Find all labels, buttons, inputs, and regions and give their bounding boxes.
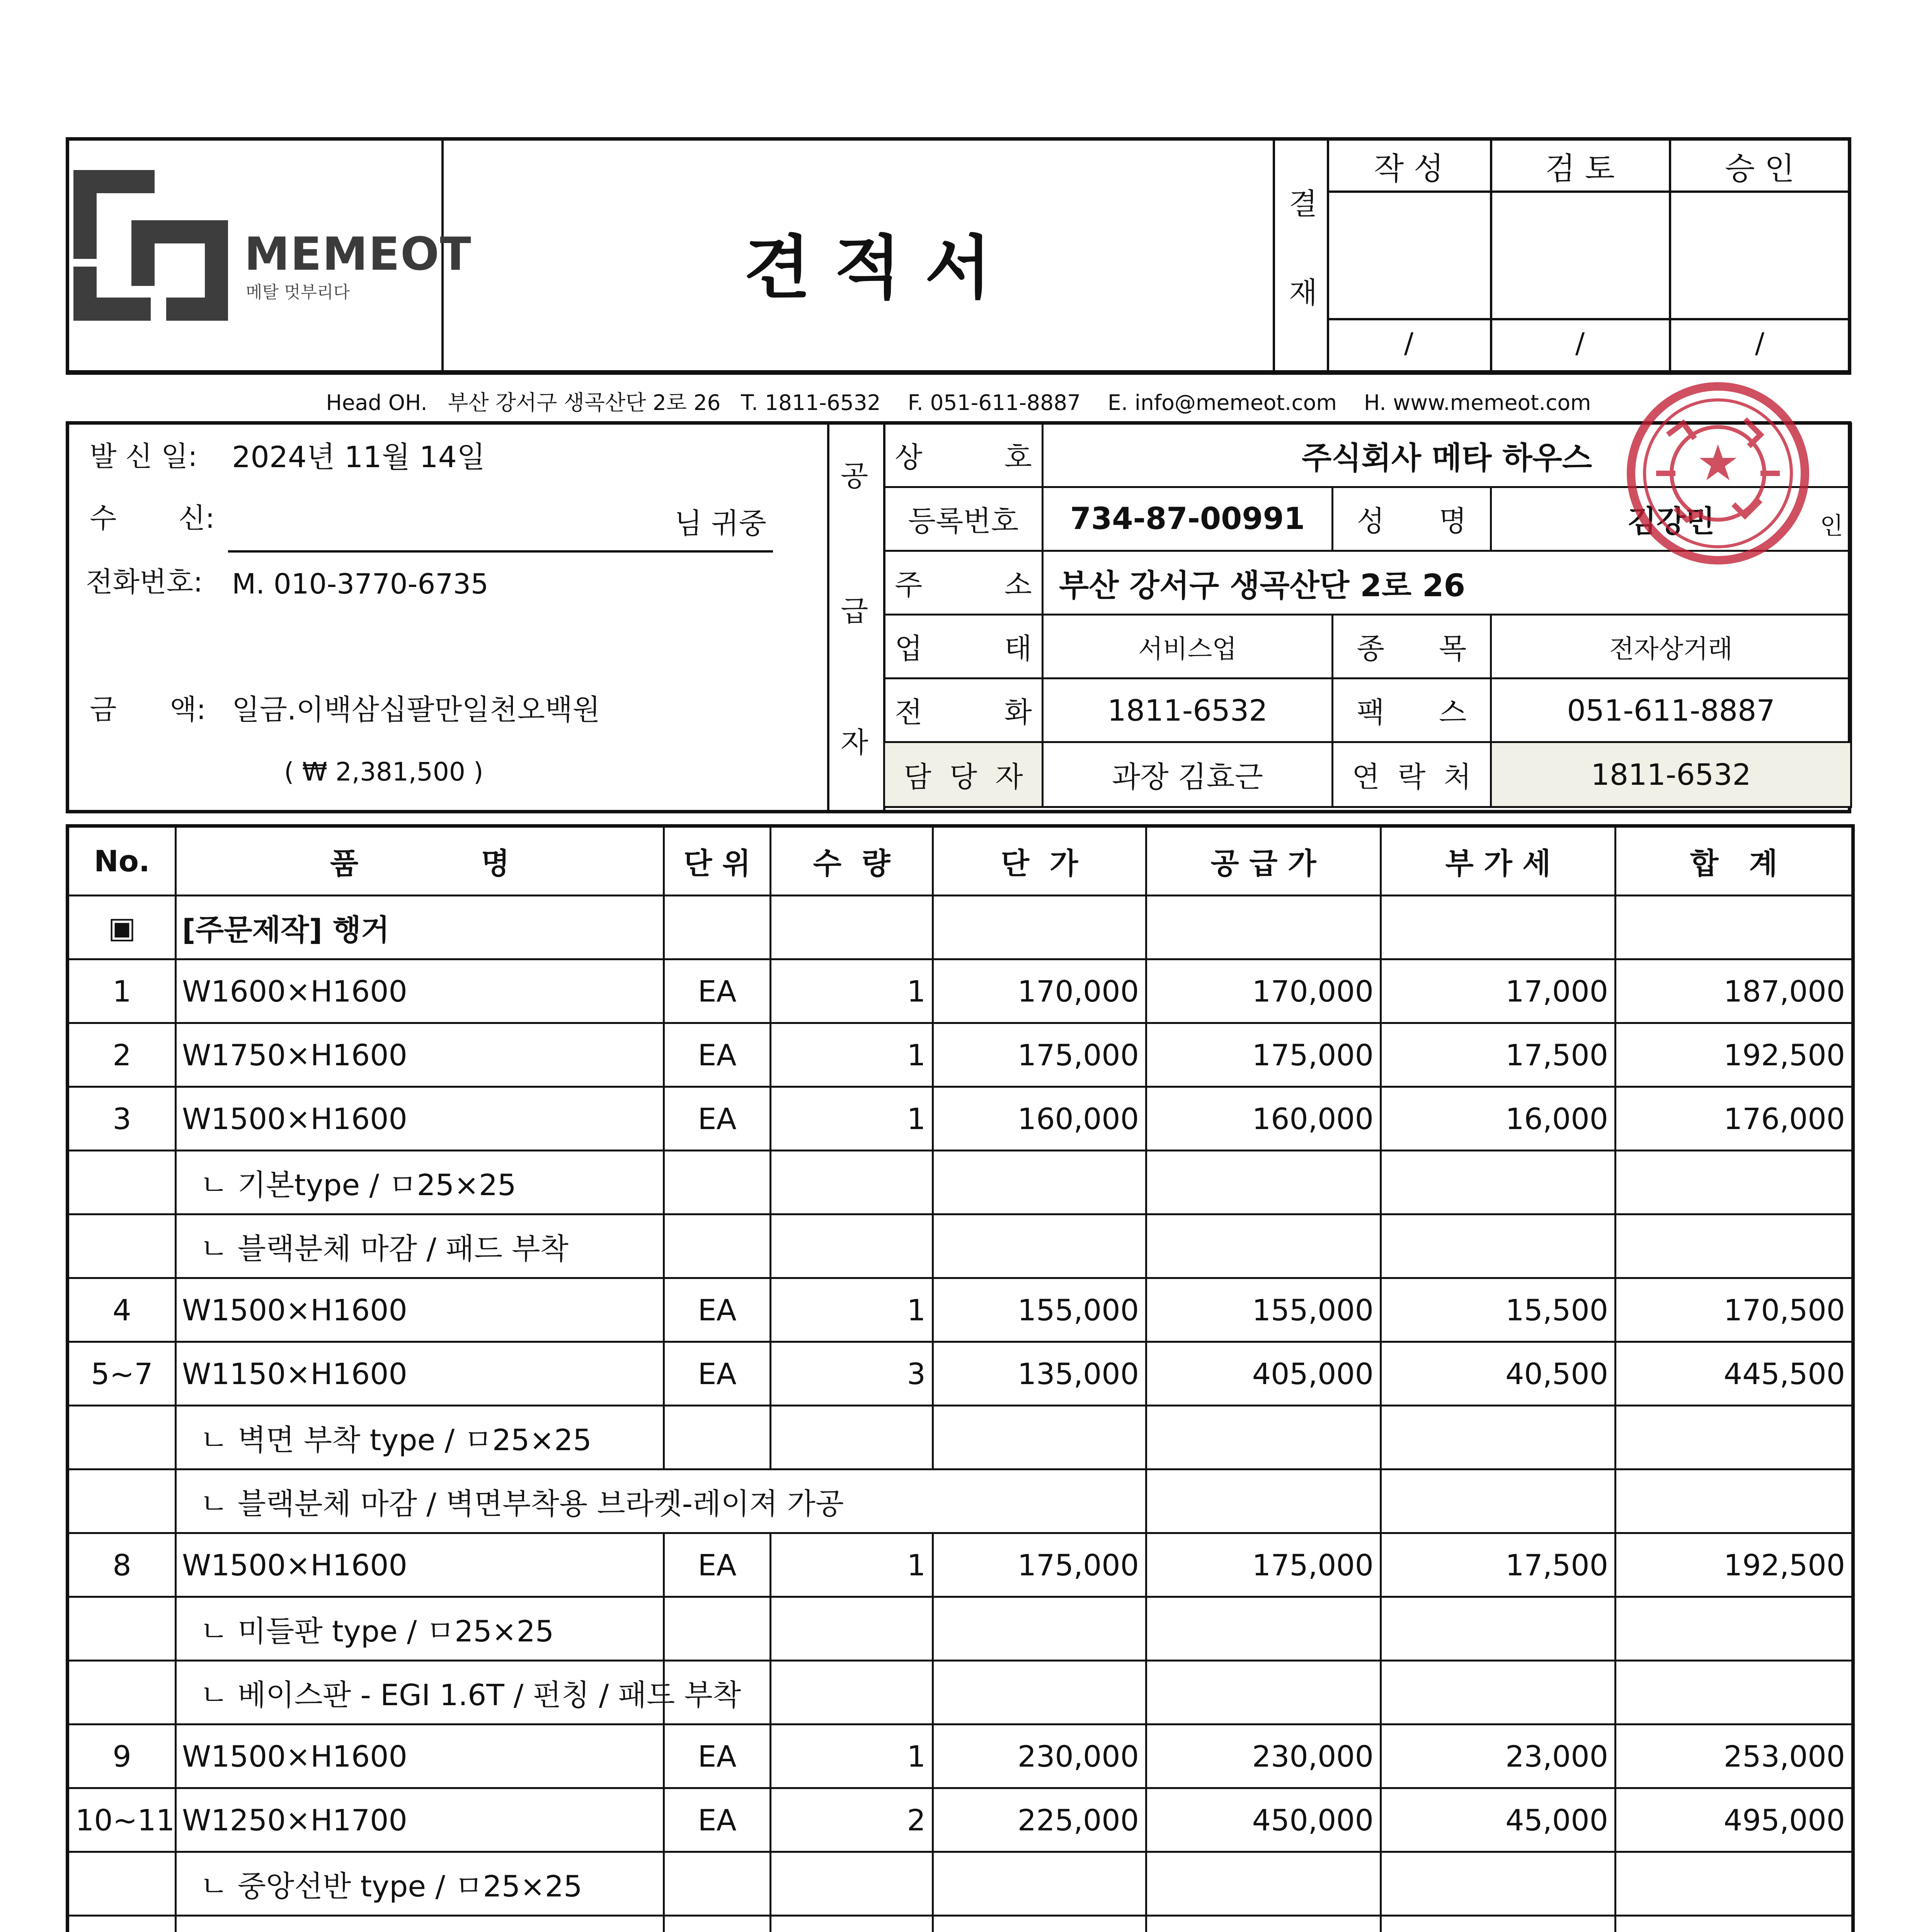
phone-label: 전화번호:: [86, 566, 203, 598]
empty-cell: [1616, 1852, 1853, 1916]
item-qty: 2: [771, 1788, 933, 1852]
supplier-name-label: 상 호: [884, 423, 1043, 487]
empty-cell: [1381, 1151, 1616, 1214]
item-total: 187,000: [1616, 959, 1853, 1023]
supplier-business-label: 업 태: [884, 615, 1043, 679]
item-note: ㄴ 기본type / ㅁ25×25: [176, 1151, 664, 1214]
item-name: W1150×H1600: [176, 1342, 664, 1406]
supplier-contact: 1811-6532: [1491, 742, 1851, 807]
item-price: 175,000: [933, 1023, 1146, 1087]
company-contact-line: Head OH. 부산 강서구 생곡산단 2로 26 T. 1811-6532 F. 051-611-8887 E. info@memeot.com H. www.memeot.com: [326, 390, 1591, 415]
empty-cell: [1146, 1852, 1381, 1916]
empty-cell: [1381, 1852, 1616, 1916]
empty-cell: [664, 1406, 771, 1469]
empty-cell: [1381, 1661, 1616, 1725]
empty-cell: [1381, 1406, 1616, 1469]
item-total: 192,500: [1616, 1533, 1853, 1597]
empty-cell: [1616, 1469, 1853, 1533]
approval-col-approve: 승 인: [1725, 151, 1794, 187]
supplier-manager: 과장 김효근: [1043, 742, 1333, 807]
item-price: 230,000: [933, 1725, 1146, 1788]
approval-date-review: /: [1575, 327, 1585, 359]
supplier-ceo-name: 김강민: [1627, 504, 1715, 539]
item-note: [176, 1916, 664, 1932]
item-no: 1: [68, 959, 176, 1023]
item-total: 170,500: [1616, 1278, 1853, 1342]
item-total: 253,000: [1616, 1725, 1853, 1788]
honorific: 님 귀중: [674, 507, 766, 540]
col-header-supply: 공 급 가: [1146, 826, 1381, 896]
item-note-row: [68, 1406, 1853, 1469]
item-name: W1750×H1600: [176, 1023, 664, 1087]
item-no: 10~11: [68, 1788, 176, 1852]
supplier-fax: 051-611-8887: [1491, 679, 1851, 742]
item-price: 175,000: [933, 1533, 1146, 1597]
item-price: 170,000: [933, 959, 1146, 1023]
supplier-ceo-label: 성 명: [1333, 487, 1491, 551]
item-price: 155,000: [933, 1278, 1146, 1342]
item-vat: 23,000: [1381, 1725, 1616, 1788]
supplier-item: 전자상거래: [1491, 615, 1851, 679]
item-unit: EA: [664, 1023, 771, 1087]
empty-cell: [1146, 1597, 1381, 1661]
seal-mark-label: 인: [1820, 512, 1844, 540]
approval-side-label-2: 재: [1289, 276, 1318, 310]
empty-cell: [933, 1151, 1146, 1214]
item-supply: 175,000: [1146, 1023, 1381, 1087]
item-note-row: [68, 1916, 1853, 1932]
supplier-item-label: 종 목: [1333, 615, 1491, 679]
item-total: 495,000: [1616, 1788, 1853, 1852]
item-total: 176,000: [1616, 1087, 1853, 1151]
col-header-no: No.: [68, 826, 176, 896]
send-date: 2024년 11월 14일: [232, 440, 485, 474]
approval-date-approve: /: [1755, 327, 1765, 359]
item-row: [68, 1023, 1853, 1087]
logo-tagline: 메탈 멋부리다: [246, 282, 350, 302]
logo-mark-icon: [73, 170, 232, 321]
item-unit: EA: [664, 1087, 771, 1151]
item-total: 192,500: [1616, 1023, 1853, 1087]
item-supply: 155,000: [1146, 1278, 1381, 1342]
empty-cell: [664, 1151, 771, 1214]
empty-cell: [1381, 1214, 1616, 1278]
item-name: W1500×H1600: [176, 1278, 664, 1342]
approval-date-writer: /: [1404, 327, 1414, 359]
item-note-row: [68, 1214, 1853, 1278]
item-supply: 170,000: [1146, 959, 1381, 1023]
item-note: ㄴ 블랙분체 마감 / 패드 부착: [176, 1214, 664, 1278]
item-row: [68, 1278, 1853, 1342]
item-note-spacer: [68, 1916, 176, 1932]
empty-cell: [933, 1597, 1146, 1661]
item-no: 4: [68, 1278, 176, 1342]
item-unit: EA: [664, 1788, 771, 1852]
item-row: [68, 1788, 1853, 1852]
item-supply: 450,000: [1146, 1788, 1381, 1852]
supplier-tel: 1811-6532: [1043, 679, 1333, 742]
supplier-reg-label: 등록번호: [884, 487, 1043, 551]
supplier-side-label-3: 자: [841, 726, 868, 759]
supplier-address: 부산 강서구 생곡산단 2로 26: [1043, 551, 1851, 615]
approval-sign-box-review[interactable]: [1491, 193, 1669, 317]
empty-cell: [664, 1214, 771, 1278]
amount-number: ( ₩ 2,381,500 ): [284, 757, 484, 787]
supplier-tel-label: 전 화: [884, 679, 1043, 742]
empty-cell: [933, 1852, 1146, 1916]
empty-cell: [933, 1661, 1146, 1725]
section-row: [68, 896, 1853, 959]
item-name: W1500×H1600: [176, 1087, 664, 1151]
items-header-row: [68, 826, 1853, 896]
amount-label: 금 액:: [90, 693, 206, 726]
item-supply: 405,000: [1146, 1342, 1381, 1406]
supplier-contact-label: 연 락 처: [1333, 742, 1491, 807]
item-no: 9: [68, 1725, 176, 1788]
supplier-fax-label: 팩 스: [1333, 679, 1491, 742]
empty-cell: [664, 1597, 771, 1661]
item-note-row: [68, 1852, 1853, 1916]
empty-cell: [1146, 1469, 1381, 1533]
item-price: 160,000: [933, 1087, 1146, 1151]
amount-words: 일금.이백삼십팔만일천오백원: [232, 693, 600, 726]
company-logo: [73, 170, 236, 325]
item-supply: 175,000: [1146, 1533, 1381, 1597]
item-total: 445,500: [1616, 1342, 1853, 1406]
empty-cell: [1381, 1597, 1616, 1661]
supplier-reg-number: 734-87-00991: [1043, 487, 1333, 551]
item-vat: 16,000: [1381, 1087, 1616, 1151]
empty-cell: [933, 1916, 1146, 1932]
item-row: [68, 1725, 1853, 1788]
supplier-manager-label: 담 당 자: [884, 742, 1043, 807]
item-vat: 17,000: [1381, 959, 1616, 1023]
item-row: [68, 1342, 1853, 1406]
col-header-name: 품 명: [176, 826, 664, 896]
col-header-unit: 단 위: [664, 826, 771, 896]
item-unit: EA: [664, 959, 771, 1023]
item-vat: 45,000: [1381, 1788, 1616, 1852]
item-name: W1500×H1600: [176, 1533, 664, 1597]
empty-cell: [1616, 1406, 1853, 1469]
item-note-spacer: [68, 1661, 176, 1725]
item-no: 3: [68, 1087, 176, 1151]
supplier-side-label-1: 공: [841, 459, 868, 493]
item-name: W1500×H1600: [176, 1725, 664, 1788]
item-supply: 160,000: [1146, 1087, 1381, 1151]
supplier-name: 주식회사 메타 하우스: [1043, 423, 1851, 487]
item-no: 8: [68, 1533, 176, 1597]
item-qty: 3: [771, 1342, 933, 1406]
item-qty: 1: [771, 1023, 933, 1087]
item-note-row: [68, 1151, 1853, 1214]
col-header-vat: 부 가 세: [1381, 826, 1616, 896]
item-note-row: [68, 1469, 1853, 1533]
col-header-total: 합 계: [1616, 826, 1853, 896]
item-vat: 17,500: [1381, 1533, 1616, 1597]
empty-cell: [1146, 1214, 1381, 1278]
empty-cell: [1381, 1469, 1616, 1533]
send-date-label: 발 신 일:: [90, 440, 197, 473]
empty-cell: [1616, 1661, 1853, 1725]
item-note-spacer: [68, 1852, 176, 1916]
empty-cell: [1146, 1151, 1381, 1214]
item-supply: 230,000: [1146, 1725, 1381, 1788]
col-header-price: 단 가: [933, 826, 1146, 896]
item-row: [68, 959, 1853, 1023]
empty-cell: [1146, 1661, 1381, 1725]
item-note-spacer: [68, 1214, 176, 1278]
empty-cell: [771, 1151, 933, 1214]
items-table: [66, 824, 1855, 1932]
approval-side-label-1: 결: [1289, 187, 1318, 221]
section-title: [주문제작] 행거: [176, 896, 664, 959]
item-no: 2: [68, 1023, 176, 1087]
empty-cell: [771, 1852, 933, 1916]
item-note-row: [68, 1597, 1853, 1661]
item-note: ㄴ 미들판 type / ㅁ25×25: [176, 1597, 664, 1661]
item-note-spacer: [68, 1406, 176, 1469]
item-vat: 40,500: [1381, 1342, 1616, 1406]
approval-col-writer: 작 성: [1374, 151, 1444, 187]
to-label: 수 신:: [90, 502, 215, 534]
empty-cell: [1616, 1214, 1853, 1278]
item-row: [68, 1087, 1853, 1151]
empty-cell: [771, 1406, 933, 1469]
company-line-divider: [67, 370, 1850, 372]
empty-cell: [1616, 1597, 1853, 1661]
company-seal-stamp: [1621, 377, 1815, 570]
empty-cell: [933, 1406, 1146, 1469]
item-name: W1600×H1600: [176, 959, 664, 1023]
item-note: ㄴ 베이스판 - EGI 1.6T / 펀칭 / 패드 부착: [176, 1661, 664, 1725]
item-note-spacer: [68, 1469, 176, 1533]
item-qty: 1: [771, 959, 933, 1023]
item-note: ㄴ 벽면 부착 type / ㅁ25×25: [176, 1406, 664, 1469]
approval-col-review: 검 토: [1545, 151, 1615, 187]
item-name: W1250×H1700: [176, 1788, 664, 1852]
item-qty: 1: [771, 1725, 933, 1788]
empty-cell: [771, 1597, 933, 1661]
logo-brand: MEMEOT: [244, 227, 472, 281]
empty-cell: [933, 1214, 1146, 1278]
item-note-row: [68, 1661, 1853, 1725]
recipient-phone: M. 010-3770-6735: [232, 568, 489, 600]
empty-cell: [1146, 1406, 1381, 1469]
item-price: 135,000: [933, 1342, 1146, 1406]
empty-cell: [1381, 1916, 1616, 1932]
item-note: ㄴ 중앙선반 type / ㅁ25×25: [176, 1852, 664, 1916]
item-note-spacer: [68, 1597, 176, 1661]
seal-icon: [1621, 377, 1815, 570]
empty-cell: [664, 1916, 771, 1932]
item-row: [68, 1533, 1853, 1597]
item-vat: 15,500: [1381, 1278, 1616, 1342]
item-unit: EA: [664, 1278, 771, 1342]
item-price: 225,000: [933, 1788, 1146, 1852]
empty-cell: [1616, 1151, 1853, 1214]
supplier-address-label: 주 소: [884, 551, 1043, 615]
empty-cell: [771, 1661, 933, 1725]
empty-cell: [664, 1852, 771, 1916]
supplier-side-label-2: 급: [841, 595, 868, 628]
approval-sign-box-writer[interactable]: [1328, 193, 1490, 317]
item-unit: EA: [664, 1342, 771, 1406]
empty-cell: [1146, 1916, 1381, 1932]
item-no: 5~7: [68, 1342, 176, 1406]
document-title: 견 적 서: [744, 228, 991, 308]
item-qty: 1: [771, 1278, 933, 1342]
item-unit: EA: [664, 1725, 771, 1788]
section-mark-icon: ▣: [68, 896, 176, 959]
empty-cell: [1616, 1916, 1853, 1932]
empty-cell: [771, 1214, 933, 1278]
empty-cell: [771, 1916, 933, 1932]
col-header-qty: 수 량: [771, 826, 933, 896]
item-unit: EA: [664, 1533, 771, 1597]
supplier-business: 서비스업: [1043, 615, 1333, 679]
item-note: ㄴ 블랙분체 마감 / 벽면부착용 브라켓-레이져 가공: [176, 1469, 1146, 1533]
item-note-spacer: [68, 1151, 176, 1214]
item-qty: 1: [771, 1533, 933, 1597]
item-vat: 17,500: [1381, 1023, 1616, 1087]
approval-sign-box-approve[interactable]: [1670, 193, 1849, 317]
item-qty: 1: [771, 1087, 933, 1151]
